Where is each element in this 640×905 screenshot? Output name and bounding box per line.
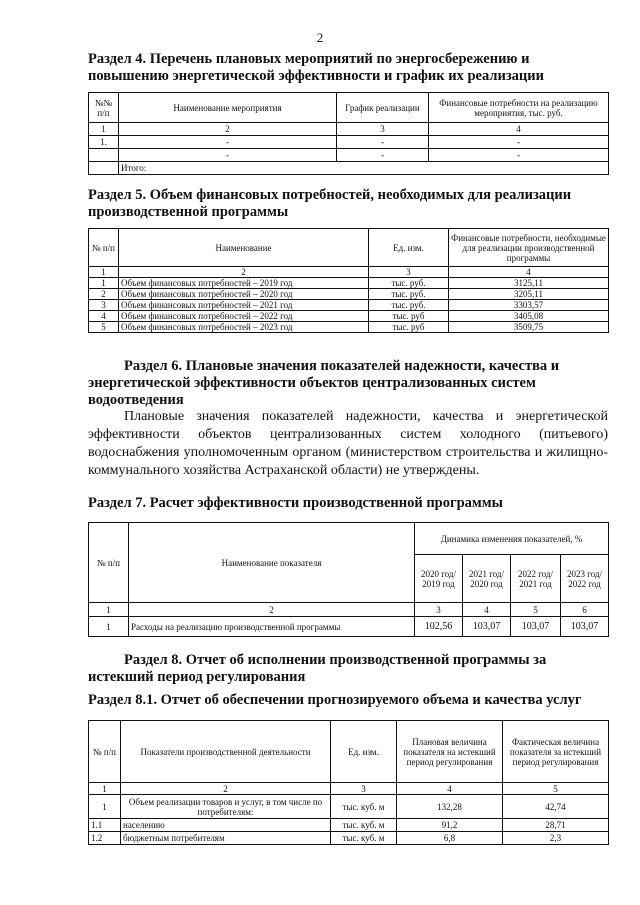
cell: 103,07 <box>561 617 609 637</box>
cell: 42,74 <box>503 795 609 819</box>
cell: 3125,11 <box>449 278 609 289</box>
cell: - <box>429 149 609 162</box>
cell: 132,28 <box>397 795 503 819</box>
num-cell: 1 <box>89 783 121 795</box>
cell: 4 <box>89 311 119 322</box>
cell: - <box>429 136 609 149</box>
num-cell: 3 <box>331 783 397 795</box>
page-number: 2 <box>316 30 324 45</box>
cell: 1 <box>89 795 121 819</box>
cell: - <box>119 149 337 162</box>
num-cell: 2 <box>119 123 337 136</box>
num-cell: 4 <box>429 123 609 136</box>
header-cell: Динамика изменения показателей, % <box>415 523 609 555</box>
header-cell: Ед. изм. <box>331 721 397 783</box>
cell: Объем реализации товаров и услуг, в том числе по потребителям: <box>121 795 331 819</box>
cell: - <box>337 136 429 149</box>
cell: тыс. руб <box>369 311 449 322</box>
table-row <box>89 149 609 162</box>
cell: 91,2 <box>397 819 503 832</box>
num-cell: 4 <box>449 267 609 278</box>
cell: тыс. куб. м <box>331 819 397 832</box>
cell: тыс. руб <box>369 322 449 333</box>
cell: Объем финансовых потребностей – 2019 год <box>119 278 369 289</box>
header-cell: График реализации <box>337 93 429 123</box>
table-row <box>89 300 609 311</box>
cell: населению <box>121 819 331 832</box>
table-row <box>89 617 609 637</box>
cell: тыс. руб. <box>369 289 449 300</box>
year-header: 2020 год/ 2019 год <box>415 555 463 603</box>
header-cell: Ед. изм. <box>369 229 449 267</box>
num-cell: 4 <box>397 783 503 795</box>
section-6-text: Плановые значения показателей надежности, качества и энергетической эффективности объектов централизованных систем холодного (питьевого) водоснабжения уполномоченным органом (министерством строительства и жилищно-коммунального хозяйства Астраханской области) не утверждены. <box>88 409 608 478</box>
header-cell: Наименование <box>119 229 369 267</box>
num-cell: 5 <box>503 783 609 795</box>
header-cell: Фактическая величина показателя за истекший период регулирования <box>503 721 609 783</box>
cell: 3405,08 <box>449 311 609 322</box>
cell: Объем финансовых потребностей – 2022 год <box>119 311 369 322</box>
table-row <box>89 322 609 333</box>
section-6-title: Раздел 6. Плановые значения показателей надежности, качества и энергетической эффективности объектов централизованных систем водоотведения <box>88 358 560 408</box>
cell: 102,56 <box>415 617 463 637</box>
num-cell: 6 <box>561 603 609 617</box>
num-cell: 3 <box>369 267 449 278</box>
cell: 6,8 <box>397 832 503 845</box>
header-cell: Наименование показателя <box>129 523 415 603</box>
total-label: Итого: <box>119 162 609 175</box>
num-cell: 3 <box>415 603 463 617</box>
num-cell: 2 <box>129 603 415 617</box>
section-8-1-table <box>88 720 609 845</box>
year-header: 2022 год/ 2021 год <box>511 555 561 603</box>
header-cell: № п/п <box>89 523 129 603</box>
num-cell: 1 <box>89 123 119 136</box>
cell: 3 <box>89 300 119 311</box>
section-4-title: Раздел 4. Перечень плановых мероприятий по энергосбережению и повышению энергетической эффективности и график их реализации <box>88 51 544 84</box>
num-cell: 2 <box>121 783 331 795</box>
section-7-table <box>88 522 609 637</box>
section-5-table <box>88 228 609 333</box>
year-header: 2023 год/ 2022 год <box>561 555 609 603</box>
cell: 1 <box>89 617 129 637</box>
cell: тыс. руб. <box>369 278 449 289</box>
cell: тыс. куб. м <box>331 795 397 819</box>
section-5-title: Раздел 5. Объем финансовых потребностей, необходимых для реализации производственной программы <box>88 187 572 220</box>
section-8-title: Раздел 8. Отчет об исполнении производственной программы за истекший период регулирования <box>88 652 547 685</box>
cell: 1.2 <box>89 832 121 845</box>
table-row <box>89 819 609 832</box>
cell: 1.1 <box>89 819 121 832</box>
total-row <box>89 162 609 175</box>
cell: Объем финансовых потребностей – 2021 год <box>119 300 369 311</box>
cell: 3205,11 <box>449 289 609 300</box>
table-row <box>89 289 609 300</box>
cell: 1 <box>89 278 119 289</box>
header-cell: Плановая величина показателя на истекший период регулирования <box>397 721 503 783</box>
cell: 3303,57 <box>449 300 609 311</box>
cell: 1. <box>89 136 119 149</box>
cell: - <box>119 136 337 149</box>
num-cell: 1 <box>89 267 119 278</box>
cell: 3509,75 <box>449 322 609 333</box>
year-header: 2021 год/ 2020 год <box>463 555 511 603</box>
header-cell: №№ п/п <box>89 93 119 123</box>
table-row <box>89 311 609 322</box>
cell: Объем финансовых потребностей – 2020 год <box>119 289 369 300</box>
num-cell: 3 <box>337 123 429 136</box>
cell: - <box>337 149 429 162</box>
num-cell: 5 <box>511 603 561 617</box>
cell: 103,07 <box>511 617 561 637</box>
header-cell: № п/п <box>89 721 121 783</box>
section-4-table <box>88 92 609 175</box>
cell: тыс. руб. <box>369 300 449 311</box>
cell: Объем финансовых потребностей – 2023 год <box>119 322 369 333</box>
cell: 28,71 <box>503 819 609 832</box>
cell: тыс. куб. м <box>331 832 397 845</box>
cell: 5 <box>89 322 119 333</box>
header-cell: Финансовые потребности на реализацию мероприятия, тыс. руб. <box>429 93 609 123</box>
header-cell: Финансовые потребности, необходимые для реализации производственной программы <box>449 229 609 267</box>
header-cell: Наименование мероприятия <box>119 93 337 123</box>
section-7-title: Раздел 7. Расчет эффективности производственной программы <box>88 495 503 511</box>
table-row <box>89 832 609 845</box>
cell: бюджетным потребителям <box>121 832 331 845</box>
table-row <box>89 795 609 819</box>
cell: 103,07 <box>463 617 511 637</box>
cell: 2,3 <box>503 832 609 845</box>
table-row <box>89 136 609 149</box>
num-cell: 4 <box>463 603 511 617</box>
table-row <box>89 278 609 289</box>
header-cell: Показатели производственной деятельности <box>121 721 331 783</box>
header-cell: № п/п <box>89 229 119 267</box>
section-8-1-title: Раздел 8.1. Отчет об обеспечении прогнозируемого объема и качества услуг <box>88 692 582 708</box>
num-cell: 1 <box>89 603 129 617</box>
cell: Расходы на реализацию производственной программы <box>129 617 415 637</box>
cell <box>89 149 119 162</box>
num-cell: 2 <box>119 267 369 278</box>
cell: 2 <box>89 289 119 300</box>
